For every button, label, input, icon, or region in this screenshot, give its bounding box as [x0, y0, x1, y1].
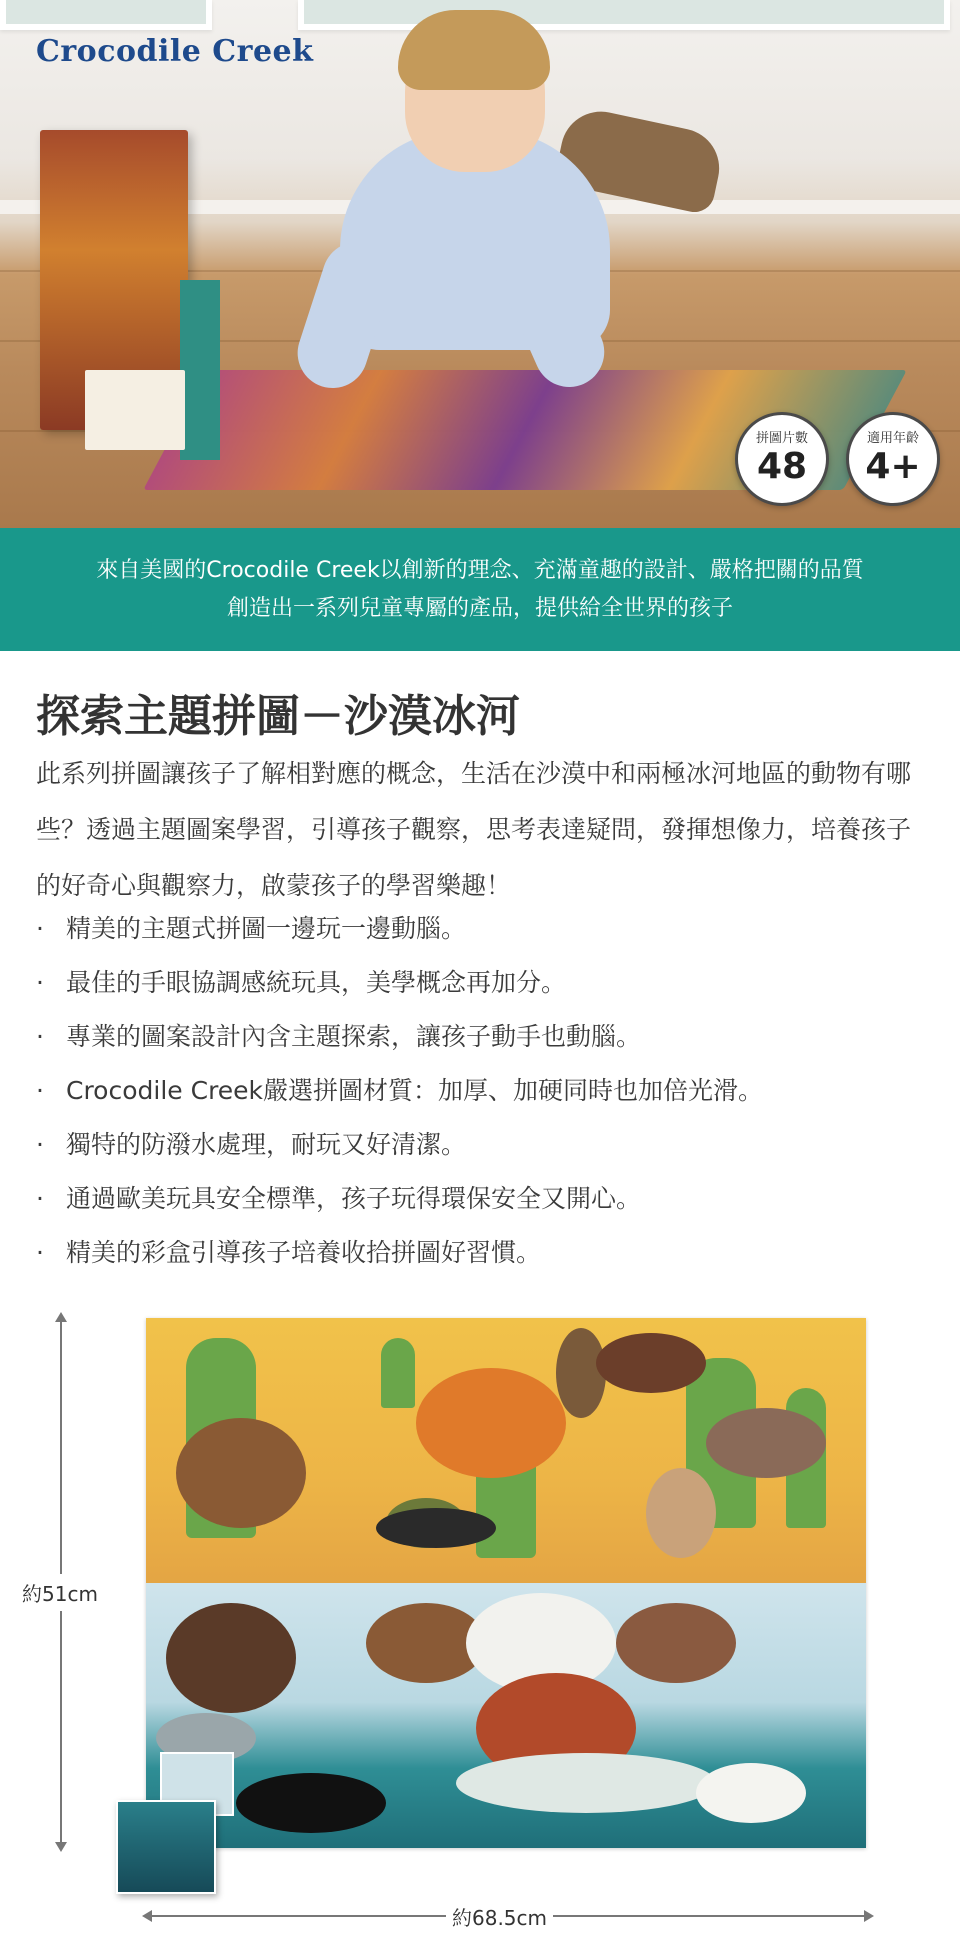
puzzle-image	[146, 1318, 866, 1848]
bullet-icon: ·	[36, 914, 44, 943]
musk-ox	[166, 1603, 296, 1713]
feature-text: 最佳的手眼協調感統玩具，美學概念再加分。	[66, 968, 567, 997]
feature-text: 精美的彩盒引導孩子培養收拾拼圖好習慣。	[66, 1238, 542, 1267]
skunk	[376, 1508, 496, 1548]
desert-scene	[146, 1318, 866, 1583]
puzzle-box	[40, 130, 188, 430]
window	[298, 0, 950, 30]
height-label: 約51cm	[22, 1574, 98, 1611]
feature-item	[36, 902, 936, 956]
brand-banner	[0, 528, 960, 651]
puzzle-box-side	[180, 280, 220, 460]
cactus	[381, 1338, 415, 1408]
feature-item	[36, 1172, 936, 1226]
badge-value: 4+	[865, 446, 921, 487]
piece-count-badge	[735, 412, 829, 506]
product-intro: 此系列拼圖讓孩子了解相對應的概念，生活在沙漠中和兩極冰河地區的動物有哪些？透過主題圖案學習，引導孩子觀察，思考表達疑問，發揮想像力，培養孩子的好奇心與觀察力，啟蒙孩子的學習樂趣！	[36, 759, 912, 900]
feature-text: 專業的圖案設計內含主題探索，讓孩子動手也動腦。	[66, 1022, 642, 1051]
coyote	[706, 1408, 826, 1478]
feature-text: 精美的主題式拼圖一邊玩一邊動腦。	[66, 914, 467, 943]
banner-line: 來自美國的Crocodile Creek以創新的理念、充滿童趣的設計、嚴格把關的品質	[96, 558, 864, 583]
width-label: 約68.5cm	[446, 1902, 553, 1931]
arrow-right-icon	[864, 1910, 874, 1922]
age-badge	[846, 412, 940, 506]
badge-label: 適用年齡	[866, 431, 919, 446]
feature-item	[36, 956, 936, 1010]
arctic-scene	[146, 1583, 866, 1848]
feature-text: 獨特的防潑水處理，耐玩又好清潔。	[66, 1130, 467, 1159]
arrow-left-icon	[142, 1910, 152, 1922]
bullet-icon: ·	[36, 1130, 44, 1159]
rabbit	[646, 1468, 716, 1558]
loose-puzzle-piece	[116, 1800, 216, 1894]
hero-photo	[0, 0, 960, 528]
puzzle-box-label	[85, 370, 185, 450]
banner-line: 創造出一系列兒童專屬的產品，提供給全世界的孩子	[226, 596, 733, 621]
feature-item	[36, 1064, 936, 1118]
child-hair	[398, 10, 550, 90]
narwhal	[456, 1753, 716, 1813]
bullet-icon: ·	[36, 1022, 44, 1051]
feature-item	[36, 1010, 936, 1064]
product-title: 探索主題拼圖－沙漠冰河	[36, 691, 520, 742]
badge-value: 48	[756, 446, 808, 487]
arrow-down-icon	[55, 1842, 67, 1852]
beluga	[696, 1763, 806, 1823]
brand-logo: Crocodile Creek	[36, 34, 314, 69]
bullet-icon: ·	[36, 968, 44, 997]
caribou	[616, 1603, 736, 1683]
badge-label: 拼圖片數	[755, 431, 808, 446]
window	[0, 0, 212, 30]
hawk	[596, 1333, 706, 1393]
orca	[236, 1773, 386, 1833]
feature-item	[36, 1118, 936, 1172]
feature-item	[36, 1226, 936, 1280]
bullet-icon: ·	[36, 1238, 44, 1267]
bullet-icon: ·	[36, 1076, 44, 1105]
feature-text: 通過歐美玩具安全標準，孩子玩得環保安全又開心。	[66, 1184, 642, 1213]
bullet-icon: ·	[36, 1184, 44, 1213]
fox	[416, 1368, 566, 1478]
feature-list	[36, 902, 936, 1280]
feature-text: Crocodile Creek嚴選拼圖材質：加厚、加硬同時也加倍光滑。	[66, 1076, 764, 1105]
arrow-up-icon	[55, 1312, 67, 1322]
bighorn-sheep	[176, 1418, 306, 1528]
